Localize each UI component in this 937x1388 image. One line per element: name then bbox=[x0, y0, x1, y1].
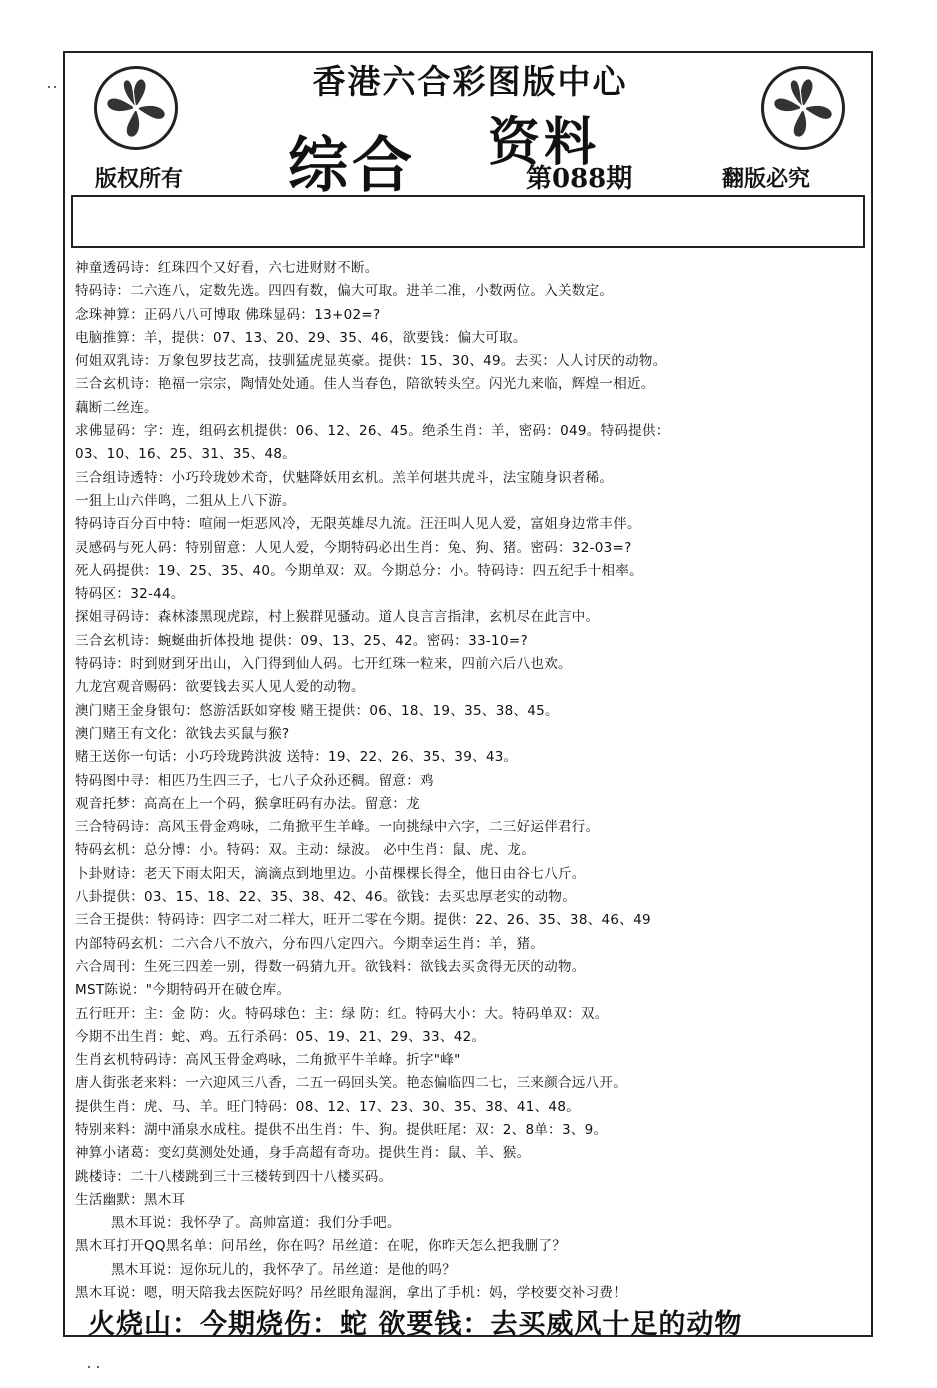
text-line: 三合特码诗：高风玉骨金鸡咏，二角掀平生羊峰。一向挑绿中六字，二三好运伴君行。 bbox=[75, 819, 600, 836]
scan-speck bbox=[97, 1366, 99, 1368]
text-line: 赌王送你一句话：小巧玲珑跨洪波 送特：19、22、26、35、39、43。 bbox=[75, 749, 518, 766]
text-line: 特码诗百分百中特：喧闹一炬恶风冷，无限英雄尽九流。汪汪叫人见人爱，富姐身边常丰伴。 bbox=[75, 516, 641, 533]
text-line: 黑木耳说：逗你玩儿的，我怀孕了。吊丝道：是他的吗？ bbox=[111, 1261, 456, 1278]
text-line: 澳门赌王金身银句：悠游活跃如穿梭 赌王提供：06、18、19、35、38、45。 bbox=[75, 702, 559, 719]
text-line: 今期不出生肖：蛇、鸡。五行杀码：05、19、21、29、33、42。 bbox=[75, 1028, 486, 1045]
text-line: 提供生肖：虎、马、羊。旺门特码：08、12、17、23、30、35、38、41、48。 bbox=[75, 1098, 581, 1115]
text-line: 澳门赌王有文化：欲钱去买鼠与猴? bbox=[75, 725, 290, 742]
text-line: 跳楼诗：二十八楼跳到三十三楼转到四十八楼买码。 bbox=[75, 1168, 393, 1185]
main-title-part-1: 综合 bbox=[288, 131, 416, 201]
text-line: 特码诗：二六连八，定数先选。四四有数，偏大可取。进羊二准，小数两位。入关数定。 bbox=[75, 283, 614, 300]
text-line: 藕断二丝连。 bbox=[75, 399, 158, 416]
text-line: 求佛显码：字：连，组码玄机提供：06、12、26、45。绝杀生肖：羊，密码：049。特码提供： bbox=[75, 423, 670, 440]
text-line: 八卦提供：03、15、18、22、35、38、42、46。欲钱：去买忠厚老实的动物。 bbox=[75, 889, 577, 906]
scan-speck bbox=[48, 86, 50, 88]
scan-speck bbox=[88, 1366, 90, 1368]
blank-banner-box bbox=[71, 195, 865, 248]
text-line: 特码区：32-44。 bbox=[75, 586, 185, 603]
text-line: 神算小诸葛：变幻莫测处处通，身手高超有奇功。提供生肖：鼠、羊、猴。 bbox=[75, 1145, 531, 1162]
bauhinia-flower-icon bbox=[761, 66, 845, 150]
bauhinia-flower-icon bbox=[94, 66, 178, 150]
copyright-caption: 版权所有 bbox=[95, 167, 184, 192]
text-line: 黑木耳说：我怀孕了。高帅富道：我们分手吧。 bbox=[111, 1215, 401, 1232]
main-title-part-2: 资料 bbox=[488, 112, 601, 173]
text-line: 生活幽默：黑木耳 bbox=[75, 1191, 186, 1208]
text-line: 卜卦财诗：老天下雨太阳天，滴滴点到地里边。小苗棵棵长得全，他日由谷七八斤。 bbox=[75, 865, 586, 882]
text-line: 黑木耳说：嗯，明天陪我去医院好吗？吊丝眼角湿润，拿出了手机：妈，学校要交补习费！ bbox=[75, 1285, 627, 1302]
scan-speck bbox=[54, 86, 56, 88]
text-line: 一狙上山六伴鸣，二狙从上八下游。 bbox=[75, 492, 296, 509]
text-line: 内部特码玄机：二六合八不放六，分布四八定四六。今期幸运生肖：羊，猪。 bbox=[75, 935, 545, 952]
text-line: 电脑推算：羊，提供：07、13、20、29、35、46，欲要钱：偏大可取。 bbox=[75, 329, 527, 346]
text-line: 三合玄机诗：艳福一宗宗，陶情处处通。佳人当春色，陪欲转头空。闪光九来临，辉煌一相近。 bbox=[75, 376, 655, 393]
text-line: 观音托梦：高高在上一个码，猴拿旺码有办法。留意：龙 bbox=[75, 795, 420, 812]
no-reprint-caption: 翻版必究 bbox=[722, 167, 811, 192]
text-line: 特码玄机：总分博：小。特码：双。主动：绿波。 必中生肖：鼠、虎、龙。 bbox=[75, 842, 535, 859]
text-line: 三合玄机诗：蜿蜒曲折体投地 提供：09、13、25、42。密码：33-10=? bbox=[75, 632, 528, 649]
publisher-title: 香港六合彩图版中心 bbox=[312, 62, 628, 101]
text-line: 特码图中寻：相匹乃生四三子，七八子众孙还稠。留意：鸡 bbox=[75, 772, 434, 789]
text-line: 探姐寻码诗：森林漆黑现虎踪，村上猴群见骚动。道人良言言指津，玄机尽在此言中。 bbox=[75, 609, 600, 626]
issue-number: 第088期 bbox=[526, 164, 633, 194]
text-line: 九龙宫观音赐码：欲要钱去买人见人爱的动物。 bbox=[75, 679, 365, 696]
text-line: 三合王提供：特码诗：四字二对二样大，旺开二零在今期。提供：22、26、35、38、46、49 bbox=[75, 912, 651, 929]
text-line: 死人码提供：19、25、35、40。今期单双：双。今期总分：小。特码诗：四五纪手十相率。 bbox=[75, 562, 643, 579]
text-line: 03、10、16、25、31、35、48。 bbox=[75, 446, 297, 463]
footer-banner: 火烧山：今期烧伤：蛇 欲要钱：去买威风十足的动物 bbox=[88, 1309, 743, 1340]
text-line: 灵感码与死人码：特别留意：人见人爱，今期特码必出生肖：兔、狗、猪。密码：32-03=? bbox=[75, 539, 632, 556]
text-line: 生肖玄机特码诗：高风玉骨金鸡咏，二角掀平牛羊峰。折字"峰" bbox=[75, 1052, 461, 1069]
text-line: 念珠神算：正码八八可博取 佛珠显码：13+02=? bbox=[75, 306, 381, 323]
text-line: 三合组诗透特：小巧玲珑妙术奇，伏魅降妖用玄机。羔羊何堪共虎斗，法宝随身识者稀。 bbox=[75, 469, 614, 486]
text-line: 特码诗：时到财到牙出山，入门得到仙人码。七开红珠一粒来，四前六后八也欢。 bbox=[75, 656, 572, 673]
text-line: 神童透码诗：红珠四个又好看，六七进财财不断。 bbox=[75, 260, 379, 276]
text-line: 黑木耳打开QQ黑名单：问吊丝，你在吗？吊丝道：在呢，你昨天怎么把我删了？ bbox=[75, 1238, 567, 1255]
text-line: 唐人街张老来料：一六迎风三八香，二五一码回头笑。艳态偏临四二七，三来颜合远八开。 bbox=[75, 1075, 627, 1092]
text-line: 五行旺开：主：金 防：火。特码球色：主：绿 防：红。特码大小：大。特码单双：双。 bbox=[75, 1005, 609, 1022]
text-line: 六合周刊：生死三四差一别，得数一码猜九开。欲钱料：欲钱去买贪得无厌的动物。 bbox=[75, 958, 586, 975]
text-line: 特别来料：湖中涌泉水成柱。提供不出生肖：牛、狗。提供旺尾：双：2、8单：3、9。 bbox=[75, 1121, 608, 1138]
text-line: 何姐双乳诗：万象包罗技艺高，技驯猛虎显英豪。提供：15、30、49。去买：人人讨厌的动物。 bbox=[75, 353, 667, 370]
text-line: MST陈说："今期特码开在破仓库。 bbox=[75, 982, 291, 999]
content-lines bbox=[75, 257, 870, 1305]
